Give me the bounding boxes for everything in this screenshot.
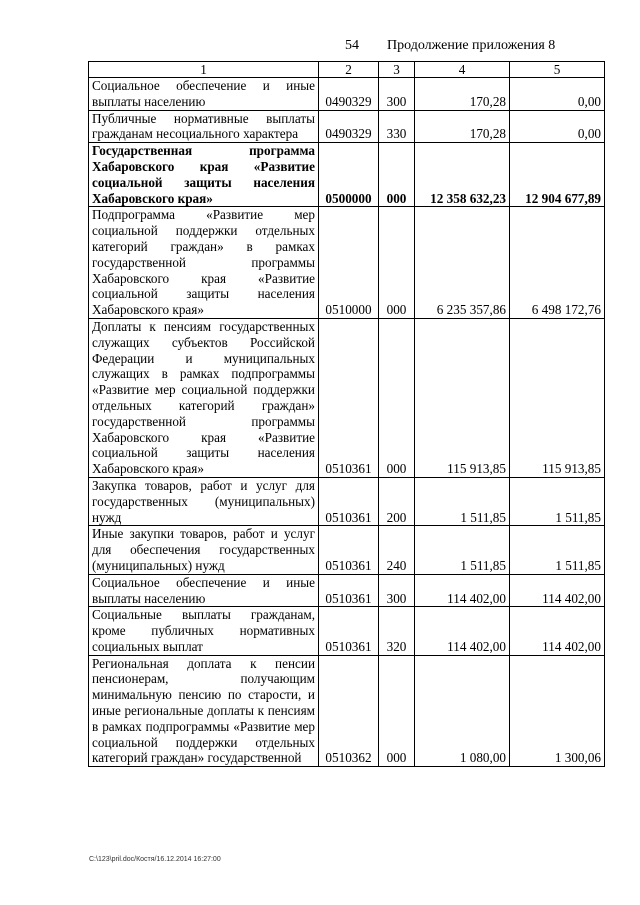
target-code-cell: 0510000 [319, 207, 379, 319]
amount-2016-cell: 114 402,00 [510, 607, 605, 655]
table-row [89, 477, 605, 525]
budget-table [88, 61, 605, 767]
row-name-cell: Социальное обеспечение и иные выплаты населению [89, 574, 319, 607]
table-row [89, 318, 605, 477]
amount-2015-cell: 114 402,00 [415, 607, 510, 655]
column-header: 4 [415, 62, 510, 78]
amount-2015-cell: 170,28 [415, 110, 510, 143]
table-row [89, 78, 605, 111]
table-row [89, 207, 605, 319]
amount-2016-cell: 0,00 [510, 78, 605, 111]
row-name-cell: Подпрограмма «Развитие мер социальной поддержки отдельных категорий граждан» в рамках государственной программы Хабаровского края «Развитие социальной защиты населения Хабаровского края» [89, 207, 319, 319]
row-name-cell: Доплаты к пенсиям государственных служащих субъектов Российской Федерации и муниципальных служащих в рамках подпрограммы «Развитие мер социальной поддержки отдельных категорий граждан» государственной программы Хабаровского края «Развитие социальной защиты населения Хабаровского края» [89, 318, 319, 477]
column-number-row [89, 62, 605, 78]
column-header: 3 [379, 62, 415, 78]
amount-2016-cell: 115 913,85 [510, 318, 605, 477]
expense-kind-cell: 300 [379, 78, 415, 111]
target-code-cell: 0510361 [319, 607, 379, 655]
expense-kind-cell: 300 [379, 574, 415, 607]
expense-kind-cell: 330 [379, 110, 415, 143]
expense-kind-cell: 000 [379, 655, 415, 767]
column-header: 5 [510, 62, 605, 78]
amount-2015-cell: 115 913,85 [415, 318, 510, 477]
table-row [89, 655, 605, 767]
target-code-cell: 0500000 [319, 143, 379, 207]
table-row [89, 110, 605, 143]
amount-2015-cell: 170,28 [415, 78, 510, 111]
target-code-cell: 0510361 [319, 526, 379, 574]
row-name-cell: Социальные выплаты гражданам, кроме публичных нормативных социальных выплат [89, 607, 319, 655]
table-row [89, 526, 605, 574]
amount-2016-cell: 1 300,06 [510, 655, 605, 767]
continuation-label: Продолжение приложения 8 [387, 38, 556, 53]
target-code-cell: 0510361 [319, 477, 379, 525]
row-name-cell: Региональная доплата к пенсии пенсионерам, получающим минимальную пенсию по старости, и иные региональные доплаты к пенсиям в рамках подпрограммы «Развитие мер социальной поддержки отдельных категорий граждан» государственной [89, 655, 319, 767]
expense-kind-cell: 320 [379, 607, 415, 655]
target-code-cell: 0510361 [319, 574, 379, 607]
page-number: 54 [345, 38, 359, 53]
amount-2016-cell: 0,00 [510, 110, 605, 143]
file-path-footer: C:\123\pril.doc/Костя/16.12.2014 16:27:00 [89, 856, 221, 863]
page-header [0, 38, 640, 58]
amount-2015-cell: 1 511,85 [415, 477, 510, 525]
amount-2015-cell: 12 358 632,23 [415, 143, 510, 207]
amount-2016-cell: 1 511,85 [510, 477, 605, 525]
expense-kind-cell: 000 [379, 207, 415, 319]
amount-2016-cell: 114 402,00 [510, 574, 605, 607]
target-code-cell: 0490329 [319, 110, 379, 143]
row-name-cell: Государственная программа Хабаровского края «Развитие социальной защиты населения Хабаровского края» [89, 143, 319, 207]
column-header: 1 [89, 62, 319, 78]
amount-2015-cell: 114 402,00 [415, 574, 510, 607]
amount-2015-cell: 1 511,85 [415, 526, 510, 574]
row-name-cell: Закупка товаров, работ и услуг для государственных (муниципальных) нужд [89, 477, 319, 525]
table-row [89, 574, 605, 607]
target-code-cell: 0510362 [319, 655, 379, 767]
amount-2016-cell: 6 498 172,76 [510, 207, 605, 319]
row-name-cell: Социальное обеспечение и иные выплаты населению [89, 78, 319, 111]
amount-2016-cell: 1 511,85 [510, 526, 605, 574]
amount-2015-cell: 1 080,00 [415, 655, 510, 767]
table-row [89, 143, 605, 207]
target-code-cell: 0510361 [319, 318, 379, 477]
expense-kind-cell: 000 [379, 143, 415, 207]
column-header: 2 [319, 62, 379, 78]
target-code-cell: 0490329 [319, 78, 379, 111]
amount-2015-cell: 6 235 357,86 [415, 207, 510, 319]
expense-kind-cell: 000 [379, 318, 415, 477]
table-row [89, 607, 605, 655]
expense-kind-cell: 200 [379, 477, 415, 525]
table-body [89, 78, 605, 767]
row-name-cell: Иные закупки товаров, работ и услуг для обеспечения государственных (муниципальных) нужд [89, 526, 319, 574]
row-name-cell: Публичные нормативные выплаты гражданам несоциального характера [89, 110, 319, 143]
amount-2016-cell: 12 904 677,89 [510, 143, 605, 207]
expense-kind-cell: 240 [379, 526, 415, 574]
